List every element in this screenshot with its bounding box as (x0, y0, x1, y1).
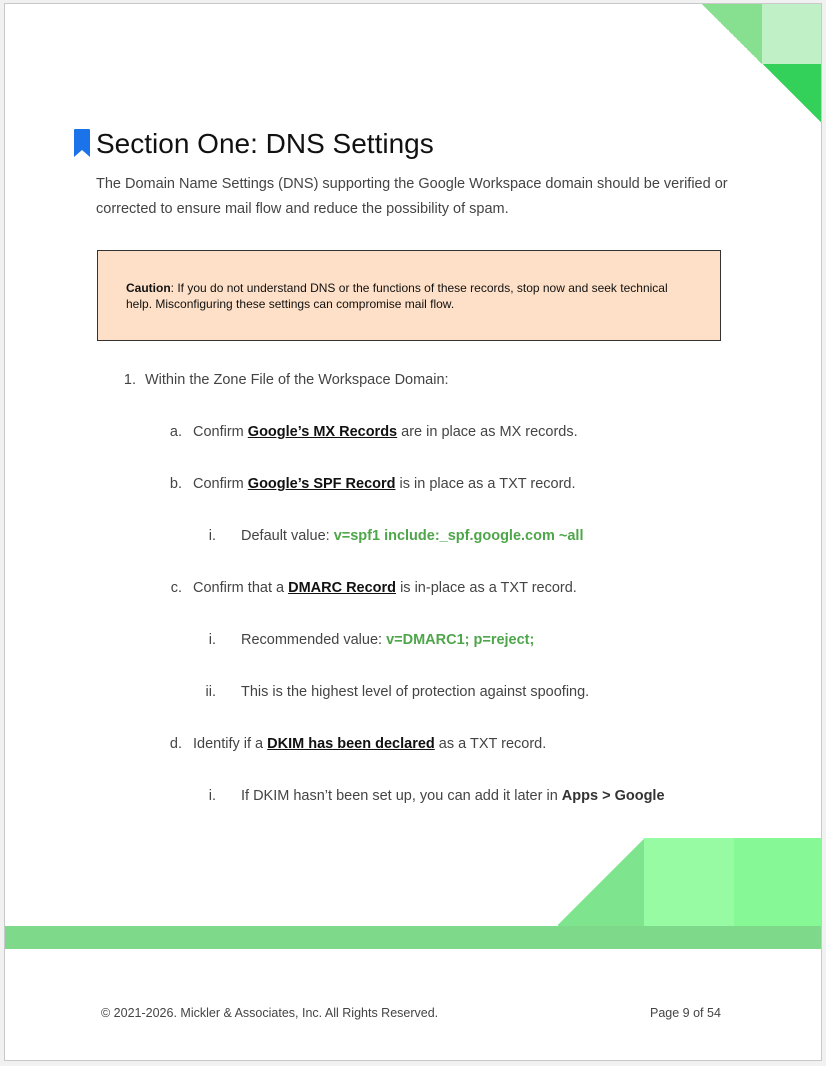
dmarc-record-link[interactable]: DMARC Record (288, 580, 397, 596)
item-text: Recommended value: (241, 632, 387, 648)
list-roman: i. (208, 528, 216, 544)
footer-decoration (734, 838, 822, 926)
footer-bar (5, 926, 822, 949)
item-text: is in-place as a TXT record. (396, 580, 577, 596)
corner-decoration (762, 64, 822, 124)
caution-text: : If you do not understand DNS or the functions of these records, stop now and seek technical help. Misconfiguring these settings can compromise mail flow. (126, 281, 668, 311)
list-number: 1. (123, 372, 136, 388)
list-item: Within the Zone File of the Workspace Domain: (145, 372, 449, 388)
item-text: Confirm that a (193, 580, 289, 596)
dmarc-value: v=DMARC1; p=reject; (386, 632, 535, 648)
spf-value: v=spf1 include:_spf.google.com ~all (333, 528, 584, 544)
list-roman: i. (208, 788, 216, 804)
caution-label: Caution (126, 281, 171, 295)
footer-decoration (558, 838, 644, 926)
spf-record-link[interactable]: Google’s SPF Record (247, 476, 396, 492)
item-text: is in place as a TXT record. (395, 476, 576, 492)
list-letter: d. (169, 736, 182, 752)
list-letter: c. (170, 580, 182, 596)
list-letter: b. (169, 476, 182, 492)
list-item: This is the highest level of protection against spoofing. (241, 684, 590, 700)
list-letter: a. (169, 424, 182, 440)
list-item (193, 424, 578, 440)
section-intro: The Domain Name Settings (DNS) supporting the Google Workspace domain should be verified or corrected to ensure mail flow and reduce the possibility of spam. (96, 176, 728, 217)
list-item (193, 580, 577, 596)
item-text: are in place as MX records. (397, 424, 578, 440)
item-text: as a TXT record. (434, 736, 547, 752)
list-roman: ii. (205, 684, 216, 700)
mx-records-link[interactable]: Google’s MX Records (247, 424, 398, 440)
list-item (193, 736, 546, 752)
list-item (241, 632, 534, 648)
item-text: If DKIM hasn’t been set up, you can add it later in (241, 788, 562, 804)
item-text: Identify if a (193, 736, 268, 752)
item-text: Confirm (193, 424, 248, 440)
bookmark-icon (72, 128, 92, 158)
footer-decoration (644, 838, 734, 926)
list-item (241, 788, 665, 804)
section-title: Section One: DNS Settings (96, 128, 434, 159)
corner-decoration (702, 4, 762, 64)
dkim-link[interactable]: DKIM has been declared (267, 736, 435, 752)
item-text: Confirm (193, 476, 248, 492)
footer-copyright: © 2021-2026. Mickler & Associates, Inc. All Rights Reserved. (101, 1006, 439, 1020)
corner-decoration (762, 4, 822, 64)
list-item (193, 476, 576, 492)
page-number: Page 9 of 54 (650, 1006, 721, 1020)
menu-path: Apps > Google (561, 788, 665, 804)
list-item (241, 528, 584, 544)
caution-box (97, 250, 721, 341)
list-roman: i. (208, 632, 216, 648)
item-text: Default value: (241, 528, 334, 544)
